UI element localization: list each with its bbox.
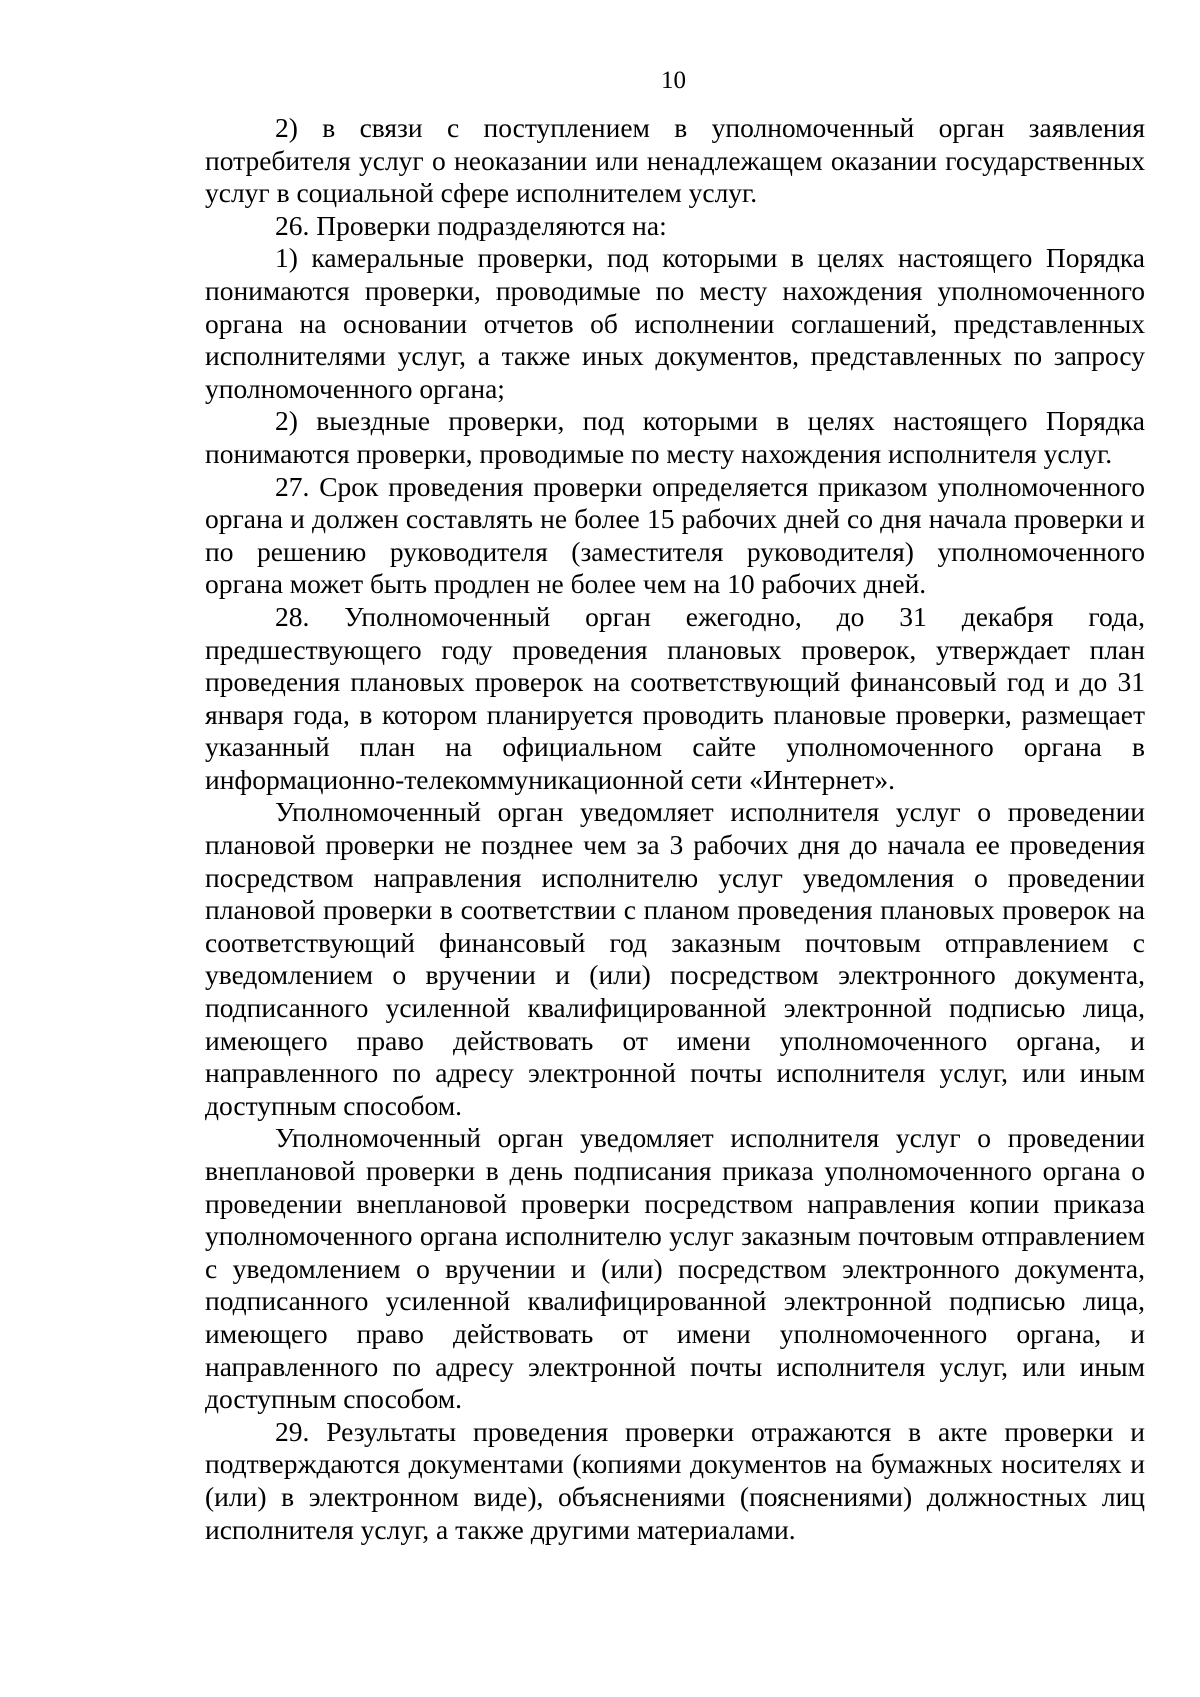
paragraph-clause-25-item-2: 2) в связи с поступлением в уполномоченный орган заявления потребителя услуг о неоказании или ненадлежащем оказании государственных услуг в социальной сфере исполнителем услуг. (205, 112, 1145, 209)
page-number: 10 (661, 67, 686, 94)
paragraph-clause-28: 28. Уполномоченный орган ежегодно, до 31 декабря года, предшествующего году проведения плановых проверок, утверждает план проведения плановых проверок на соответствующий финансовый год и до 31 января года, в котором планируется проводить плановые проверки, размещает указанный план на официальном сайте уполномоченного органа в информационно-телекоммуникационной сети «Интернет». (205, 600, 1145, 795)
document-body (205, 112, 1145, 1546)
paragraph-unplanned-inspection-notice: Уполномоченный орган уведомляет исполнителя услуг о проведении внеплановой проверки в день подписания приказа уполномоченного органа о проведении внеплановой проверки посредством направления копии приказа уполномоченного органа исполнителю услуг заказным почтовым отправлением с уведомлением о вручении и (или) посредством электронного документа, подписанного усиленной квалифицированной электронной подписью лица, имеющего право действовать от имени уполномоченного органа, и направленного по адресу электронной почты исполнителя услуг, или иным доступным способом. (205, 1122, 1145, 1415)
paragraph-clause-27: 27. Срок проведения проверки определяется приказом уполномоченного органа и должен составлять не более 15 рабочих дней со дня начала проверки и по решению руководителя (заместителя руководителя) уполномоченного органа может быть продлен не более чем на 10 рабочих дней. (205, 470, 1145, 600)
paragraph-planned-inspection-notice: Уполномоченный орган уведомляет исполнителя услуг о проведении плановой проверки не позднее чем за 3 рабочих дня до начала ее проведения посредством направления исполнителю услуг уведомления о проведении плановой проверки в соответствии с планом проведения плановых проверок на соответствующий финансовый год заказным почтовым отправлением с уведомлением о вручении и (или) посредством электронного документа, подписанного усиленной квалифицированной электронной подписью лица, имеющего право действовать от имени уполномоченного органа, и направленного по адресу электронной почты исполнителя услуг, или иным доступным способом. (205, 796, 1145, 1121)
paragraph-clause-26-item-2: 2) выездные проверки, под которыми в целях настоящего Порядка понимаются проверки, проводимые по месту нахождения исполнителя услуг. (205, 405, 1145, 469)
paragraph-clause-26: 26. Проверки подразделяются на: (275, 209, 667, 241)
paragraph-clause-26-item-1: 1) камеральные проверки, под которыми в целях настоящего Порядка понимаются проверки, проводимые по месту нахождения уполномоченного органа на основании отчетов об исполнении соглашений, представленных исполнителями услуг, а также иных документов, представленных по запросу уполномоченного органа; (205, 242, 1145, 404)
paragraph-clause-29: 29. Результаты проведения проверки отражаются в акте проверки и подтверждаются документами (копиями документов на бумажных носителях и (или) в электронном виде), объяснениями (пояснениями) должностных лиц исполнителя услуг, а также другими материалами. (205, 1415, 1145, 1545)
